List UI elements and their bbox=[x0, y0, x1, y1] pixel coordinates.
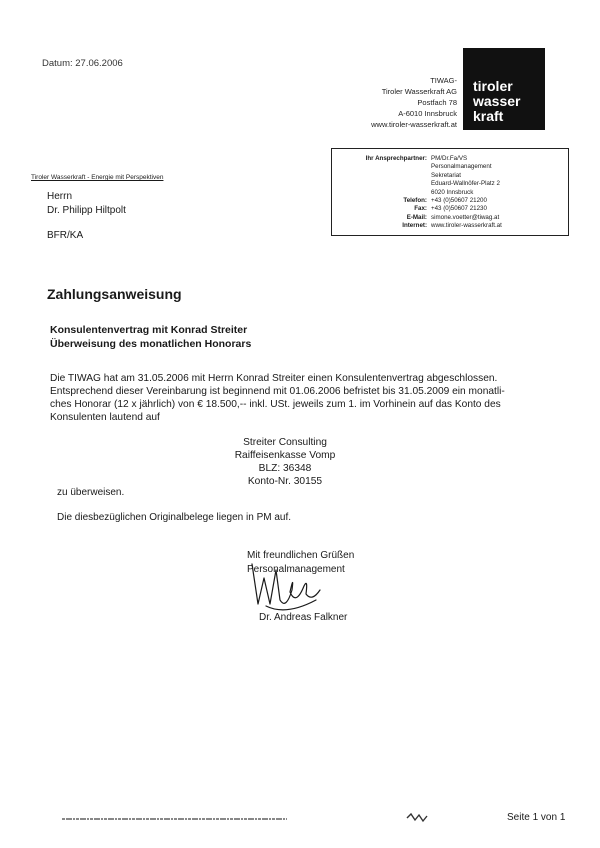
contact-row bbox=[332, 180, 568, 188]
contact-label: E-Mail: bbox=[406, 213, 427, 221]
closing-department: Personalmanagement bbox=[247, 564, 345, 575]
contact-value: Personalmanagement bbox=[431, 163, 492, 171]
reference-code: BFR/KA bbox=[47, 230, 84, 241]
contact-value: Sekretariat bbox=[431, 171, 461, 179]
handwritten-signature bbox=[246, 560, 336, 618]
contact-row bbox=[332, 189, 568, 197]
sender-line: Postfach 78 bbox=[417, 98, 457, 107]
contact-label bbox=[332, 163, 431, 171]
contact-row bbox=[332, 214, 568, 222]
contact-row bbox=[332, 205, 568, 213]
contact-row bbox=[332, 172, 568, 180]
recipient-salutation: Herrn bbox=[47, 191, 73, 202]
body-line: Entsprechend dieser Vereinbarung ist beginnend mit 01.06.2006 befristet bis 31.05.2009 ein monatli- bbox=[50, 386, 505, 397]
sender-line: Tiroler Wasserkraft AG bbox=[381, 87, 457, 96]
letter-date: Datum: 27.06.2006 bbox=[42, 58, 123, 69]
body-paragraph bbox=[50, 372, 570, 424]
scan-mark bbox=[405, 812, 431, 824]
payee-block bbox=[200, 436, 370, 488]
sender-line: www.tiroler-wasserkraft.at bbox=[371, 120, 457, 129]
payee-bank: Raiffeisenkasse Vomp bbox=[234, 450, 336, 461]
transfer-instruction: zu überweisen. bbox=[57, 487, 125, 498]
payee-name: Streiter Consulting bbox=[243, 437, 327, 448]
contact-label: Ihr Ansprechpartner: bbox=[365, 155, 427, 162]
contact-row bbox=[332, 163, 568, 171]
contact-label: Telefon: bbox=[403, 197, 427, 205]
contact-value: Eduard-Wallnöfer-Platz 2 bbox=[431, 180, 500, 188]
contact-row bbox=[332, 197, 568, 205]
documents-note: Die diesbezüglichen Originalbelege liegen in PM auf. bbox=[57, 512, 292, 523]
contact-label bbox=[332, 180, 431, 188]
contact-value: 6020 Innsbruck bbox=[431, 188, 474, 196]
contact-box bbox=[331, 148, 569, 236]
subject-block bbox=[50, 323, 251, 351]
contact-label bbox=[332, 189, 431, 197]
contact-label bbox=[332, 172, 431, 180]
company-tagline: Tiroler Wasserkraft - Energie mit Perspektiven bbox=[31, 174, 164, 181]
closing-greeting: Mit freundlichen Grüßen bbox=[247, 550, 355, 561]
subject-line: Konsulentenvertrag mit Konrad Streiter bbox=[50, 324, 248, 336]
contact-label: Internet: bbox=[402, 222, 427, 230]
footer-fine-print bbox=[62, 815, 292, 823]
sender-line: TIWAG- bbox=[430, 76, 457, 85]
sender-line: A-6010 Innsbruck bbox=[398, 109, 457, 118]
contact-value: simone.voetter@tiwag.at bbox=[431, 213, 500, 221]
subject-line: Überweisung des monatlichen Honorars bbox=[50, 338, 252, 350]
page-number: Seite 1 von 1 bbox=[507, 812, 566, 823]
body-line: Konsulenten lautend auf bbox=[50, 412, 160, 423]
recipient-block bbox=[47, 190, 126, 218]
company-logo bbox=[463, 48, 545, 130]
contact-row bbox=[332, 155, 568, 163]
contact-value: www.tiroler-wasserkraft.at bbox=[431, 222, 502, 230]
payee-account: Konto-Nr. 30155 bbox=[247, 476, 323, 487]
body-line: ches Honorar (12 x jährlich) von € 18.500,-- inkl. USt. jeweils zum 1. im Vorhinein auf das Konto des bbox=[50, 399, 501, 410]
contact-value: PM/Dr.Fa/VS bbox=[431, 155, 468, 162]
contact-row bbox=[332, 222, 568, 230]
contact-label: Fax: bbox=[414, 205, 427, 213]
sender-address bbox=[371, 75, 457, 130]
logo-line: kraft bbox=[473, 108, 504, 124]
contact-value: +43 (0)50607 21200 bbox=[431, 197, 487, 205]
logo-line: tiroler bbox=[473, 78, 513, 94]
logo-line: wasser bbox=[473, 93, 521, 109]
contact-value: +43 (0)50607 21230 bbox=[431, 205, 487, 213]
signer-name: Dr. Andreas Falkner bbox=[259, 612, 348, 623]
payee-blz: BLZ: 36348 bbox=[258, 463, 312, 474]
recipient-name: Dr. Philipp Hiltpolt bbox=[47, 205, 126, 216]
document-title: Zahlungsanweisung bbox=[47, 286, 182, 302]
body-line: Die TIWAG hat am 31.05.2006 mit Herrn Konrad Streiter einen Konsulentenvertrag abgeschlossen. bbox=[50, 373, 498, 384]
